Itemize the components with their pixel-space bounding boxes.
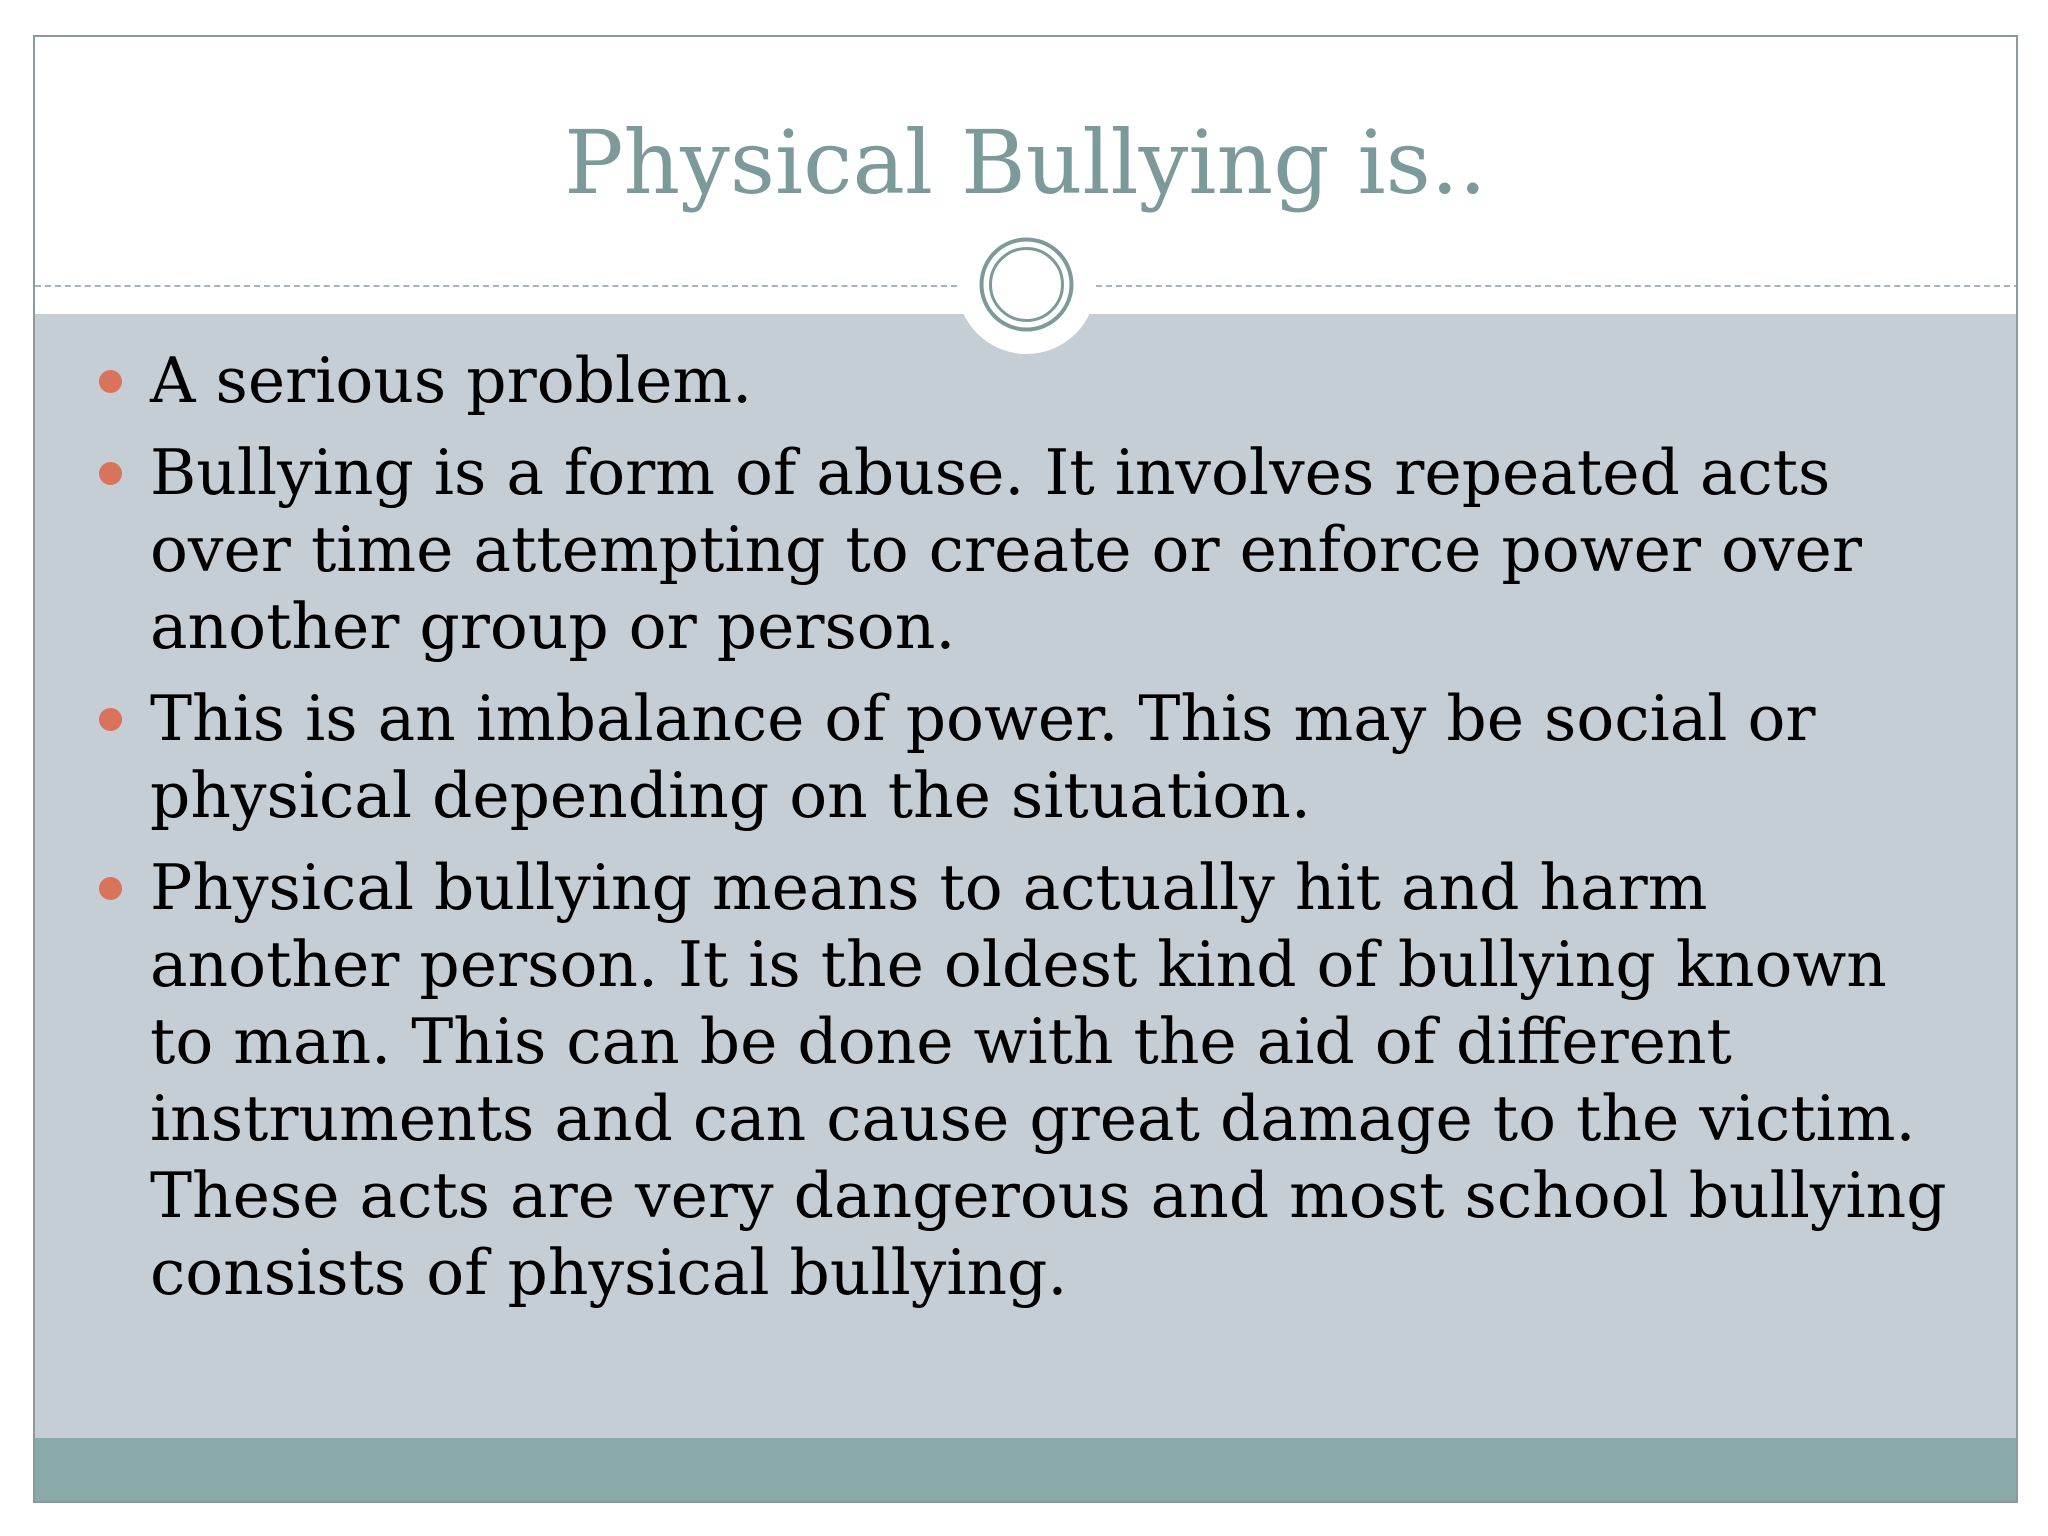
- bullet-list: [35, 342, 2016, 1326]
- list-item: [35, 434, 2016, 665]
- list-item: [35, 680, 2016, 834]
- slide: [33, 35, 2018, 1503]
- bullet-text: This is an imbalance of power. This may be social or physical depending on the situation.: [150, 682, 1816, 832]
- slide-title: Physical Bullying is..: [564, 111, 1487, 214]
- list-item: [35, 342, 2016, 419]
- bullet-dot-icon: [99, 370, 122, 393]
- title-divider-left: [35, 285, 957, 287]
- bullet-dot-icon: [99, 462, 122, 485]
- bullet-text: A serious problem.: [150, 344, 753, 417]
- bullet-text: Physical bullying means to actually hit and harm another person. It is the oldest kind of bullying known to man. This can be done with the aid of different instruments and can cause great damage to the victim. These acts are very dangerous and most school bullying consists of physical bullying.: [150, 851, 1947, 1309]
- ring-icon: [978, 236, 1075, 333]
- bullet-dot-icon: [99, 877, 122, 900]
- footer-band: [35, 1438, 2016, 1503]
- bullet-text: Bullying is a form of abuse. It involves repeated acts over time attempting to create or enforce power over another group or person.: [150, 436, 1862, 663]
- title-divider-right: [1096, 285, 2018, 287]
- list-item: [35, 849, 2016, 1311]
- bullet-dot-icon: [99, 708, 122, 731]
